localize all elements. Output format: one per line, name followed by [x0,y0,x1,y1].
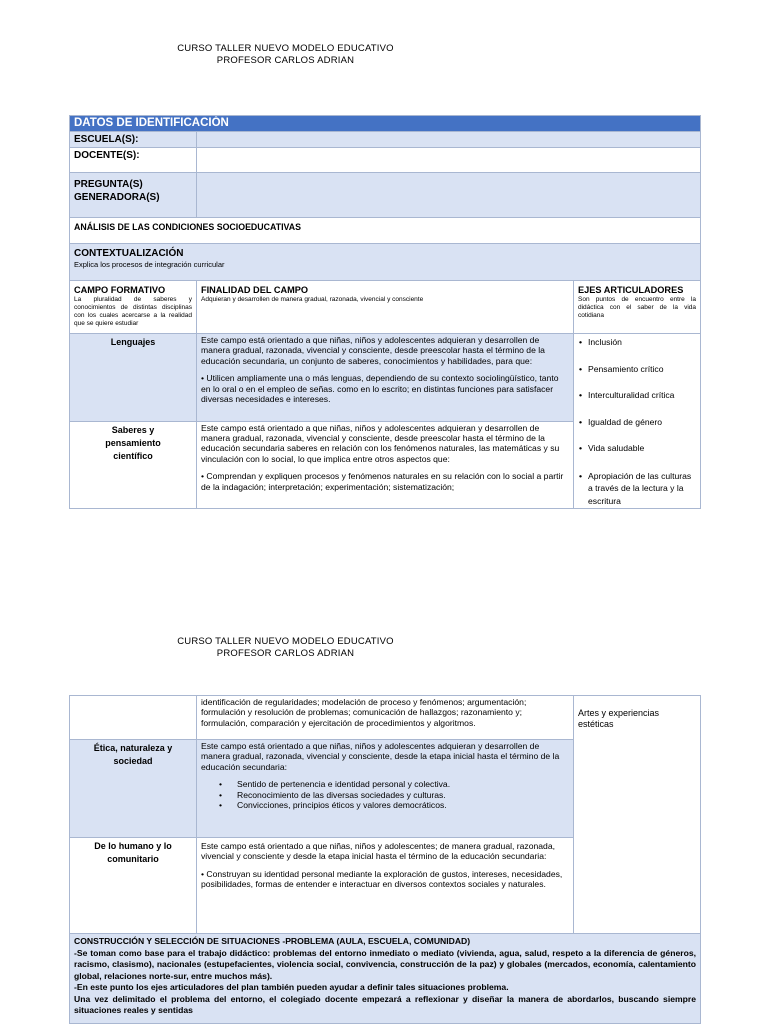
finalidad-humano: Este campo está orientado a que niñas, niños y adolescentes; de manera gradual, razonada, vivencial y consciente y desde la etapa inicial hasta el término de la educación secundaria: • Construyan su identidad personal mediante la exploración de gustos, intereses, necesidades, posibilidades, formas de entender e interactuar en diversos contextos sociales y naturales. [197,838,574,934]
eje-item: • Igualdad de género [588,417,696,428]
eje-item: • Apropiación de las culturas a través de la lectura y la escritura [588,470,696,508]
etica-bullet: • Sentido de pertenencia e identidad personal y colectiva. [237,779,569,790]
course-title: CURSO TALLER NUEVO MODELO EDUCATIVO [177,636,394,647]
contextualizacion-subtitle: Explica los procesos de integración curricular [74,260,225,269]
finalidad-saberes: Este campo está orientado a que niñas, niños y adolescentes adquieran y desarrollen de manera gradual, razonada, vivencial y consciente, desde preescolar hasta el término de la educación secundaria saberes en relación con los fenómenos naturales, las matemáticas y su vinculación con lo social, lo que implica entre otros aspectos que: • Comprendan y expliquen procesos y fenómenos naturales en su relación con lo social a partir de la indagación; interpretación; experimentación; sistematización; [197,421,574,509]
construccion-p1: -Se toman como base para el trabajo didáctico: problemas del entorno inmediato o mediato (vivienda, agua, salud, respeto a la diferencia de géneros, racismo, clasismo), nacionales (estupefacientes, violencia social, convivencia, construcción de la paz) y globales (mercados, economía, calentamiento global, relaciones norte-sur, entre muchos más). [74,947,696,981]
finalidad-header: FINALIDAD DEL CAMPO Adquieran y desarrollen de manera gradual, razonada, vivencial y consciente [197,281,574,334]
campo-humano: De lo humano y lo comunitario [70,838,197,934]
campo-saberes-cont [70,696,197,740]
contextualizacion-title: CONTEXTUALIZACIÓN [74,248,184,259]
etica-bullet: • Reconocimiento de las diversas sociedades y culturas. [237,790,569,801]
eje-item: • Pensamiento crítico [588,364,696,375]
teacher-name: PROFESOR CARLOS ADRIAN [216,55,355,66]
construccion-title: CONSTRUCCIÓN Y SELECCIÓN DE SITUACIONES -PROBLEMA (AULA, ESCUELA, COMUNIDAD) [74,936,471,946]
etica-bullet: • Convicciones, principios éticos y valores democráticos. [237,800,569,811]
construccion-section [70,934,701,1024]
finalidad-saberes-cont: identificación de regularidades; modelación de proceso y fenómenos; argumentación; formulación y resolución de problemas; comunicación de hallazgos; razonamiento y; formulación, comparación y ejercitación de procedimientos y algoritmos. [197,696,574,740]
page-header [0,636,571,660]
pregunta-field[interactable] [197,173,701,218]
course-title: CURSO TALLER NUEVO MODELO EDUCATIVO [177,43,394,54]
construccion-p3: Una vez delimitado el problema del entorno, el colegiado docente empezará a reflexionar y diseñar la manera de abordarlos, buscando siempre situaciones reales y sentidas [74,993,696,1015]
identification-form [69,115,701,509]
campo-saberes: Saberes y pensamiento científico [70,421,197,509]
analisis-row[interactable]: ANÁLISIS DE LAS CONDICIONES SOCIOEDUCATIVAS [70,218,701,244]
eje-item: • Inclusión [588,337,696,348]
docente-field[interactable] [197,148,701,173]
campo-formativo-header: CAMPO FORMATIVO La pluralidad de saberes y conocimientos de distintas disciplinas con los cuales acercarse a la realidad que se quiere estudiar [70,281,197,334]
form-title: DATOS DE IDENTIFICACIÓN [70,116,701,132]
ejes-header: EJES ARTICULADORES Son puntos de encuentro entre la didáctica con el saber de la vida cotidiana [574,281,701,334]
escuela-label: ESCUELA(S): [70,132,197,148]
finalidad-lenguajes: Este campo está orientado a que niñas, niños y adolescentes adquieran y desarrollen de manera gradual, razonada, vivencial y consciente, desde preescolar hasta el término de la educación secundaria, un conjunto de saberes, conocimientos y habilidades, para que: • Utilicen ampliamente una o más lenguas, dependiendo de su contexto sociolingüístico, tanto en lo oral o en el empleo de señas. como en lo escrito; en distintas funciones para satisfacer diversas necesidades e intereses. [197,334,574,422]
contextualizacion-row[interactable] [70,244,701,281]
teacher-name: PROFESOR CARLOS ADRIAN [216,648,355,659]
finalidad-etica: Este campo está orientado a que niñas, niños y adolescentes adquieran y desarrollen de manera gradual, razonada, vivencial y consciente, desde la etapa inicial hasta el término de la educación secundaria: • Sentido de pertenencia e identidad personal y colectiva. • Reconocimiento de las diversas sociedades y culturas. • Convicciones, principios éticos y valores democráticos. [197,740,574,838]
docente-label: DOCENTE(S): [70,148,197,173]
eje-item: • Interculturalidad crítica [588,390,696,401]
construccion-p2: -En este punto los ejes articuladores del plan también pueden ayudar a definir tales situaciones problema. [74,982,509,992]
pregunta-label: PREGUNTA(S) GENERADORA(S) [70,173,197,218]
escuela-field[interactable] [197,132,701,148]
ejes-cont: Artes y experiencias estéticas [574,696,701,934]
page-header [0,43,571,67]
campo-lenguajes: Lenguajes [70,334,197,422]
ejes-list [574,334,701,509]
eje-item: • Vida saludable [588,443,696,454]
campos-table-continued [69,695,701,1024]
campo-etica: Ética, naturaleza y sociedad [70,740,197,838]
